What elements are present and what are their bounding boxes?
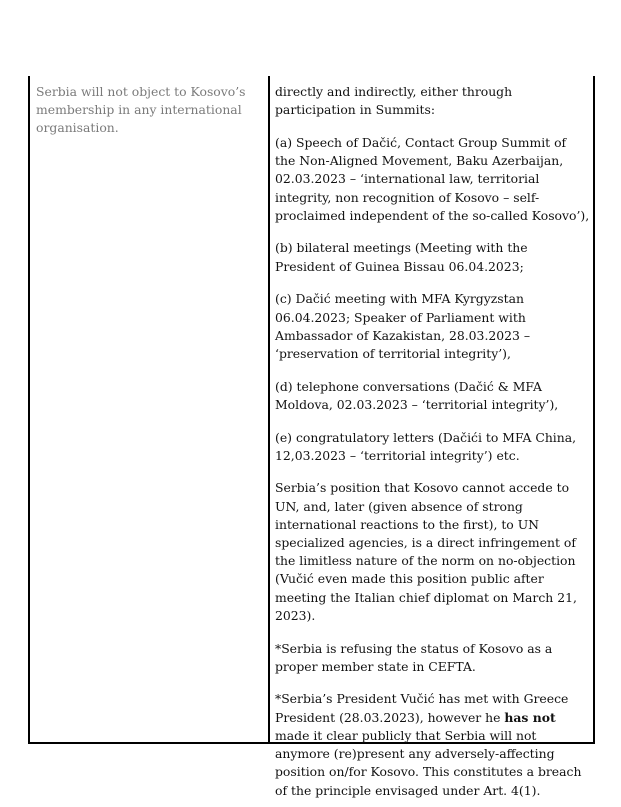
- paragraph-b: (b) bilateral meetings (Meeting with the President of Guinea Bissau 06.04.2023;: [275, 240, 528, 274]
- paragraph-un-position: Serbia’s position that Kosovo cannot accede to UN, and, later (given absence of strong international reactions to the first), to UN specialized agencies, is a direct infringement of the limitless nature of the norm on no-objection (Vučić even made this position public after meeting the Italian chief diplomat on March 21, 2023).: [275, 480, 577, 623]
- greece-text-bold: has not: [504, 709, 556, 725]
- paragraph-e: (e) congratulatory letters (Dačići to MFA China, 12,03.2023 – ‘territorial integrity’) etc.: [275, 429, 577, 463]
- column-divider: [268, 76, 270, 742]
- comparison-table: [28, 76, 595, 798]
- greece-text-after: made it clear publicly that Serbia will not anymore (re)present any adversely-affecting position on/for Kosovo. This constitutes a breach of the principle envisaged under Art. 4(1).: [275, 727, 582, 798]
- paragraph-c: (c) Dačić meeting with MFA Kyrgyzstan 06.04.2023; Speaker of Parliament with Ambassador of Kazakistan, 28.03.2023 – ‘preservation of territorial integrity’),: [275, 291, 531, 361]
- paragraph-d: (d) telephone conversations (Dačić & MFA Moldova, 02.03.2023 – ‘territorial integrity’),: [275, 378, 559, 412]
- paragraph-greece-meeting: [275, 690, 590, 799]
- paragraph-a: (a) Speech of Dačić, Contact Group Summit of the Non-Aligned Movement, Baku Azerbaijan, 02.03.2023 – ‘international law, territorial integrity, non recognition of Kosovo – self-proclaimed independent of the so-called Kosovo’),: [275, 134, 590, 223]
- right-cell: [275, 83, 590, 800]
- left-cell-text: Serbia will not object to Kosovo’s membership in any international organisation.: [36, 84, 246, 136]
- paragraph-cefta: *Serbia is refusing the status of Kosovo as a proper member state in CEFTA.: [275, 640, 553, 674]
- greece-text-before: *Serbia’s President Vučić has met with Greece President (28.03.2023), however he: [275, 691, 569, 725]
- paragraph-intro: directly and indirectly, either through participation in Summits:: [275, 84, 513, 118]
